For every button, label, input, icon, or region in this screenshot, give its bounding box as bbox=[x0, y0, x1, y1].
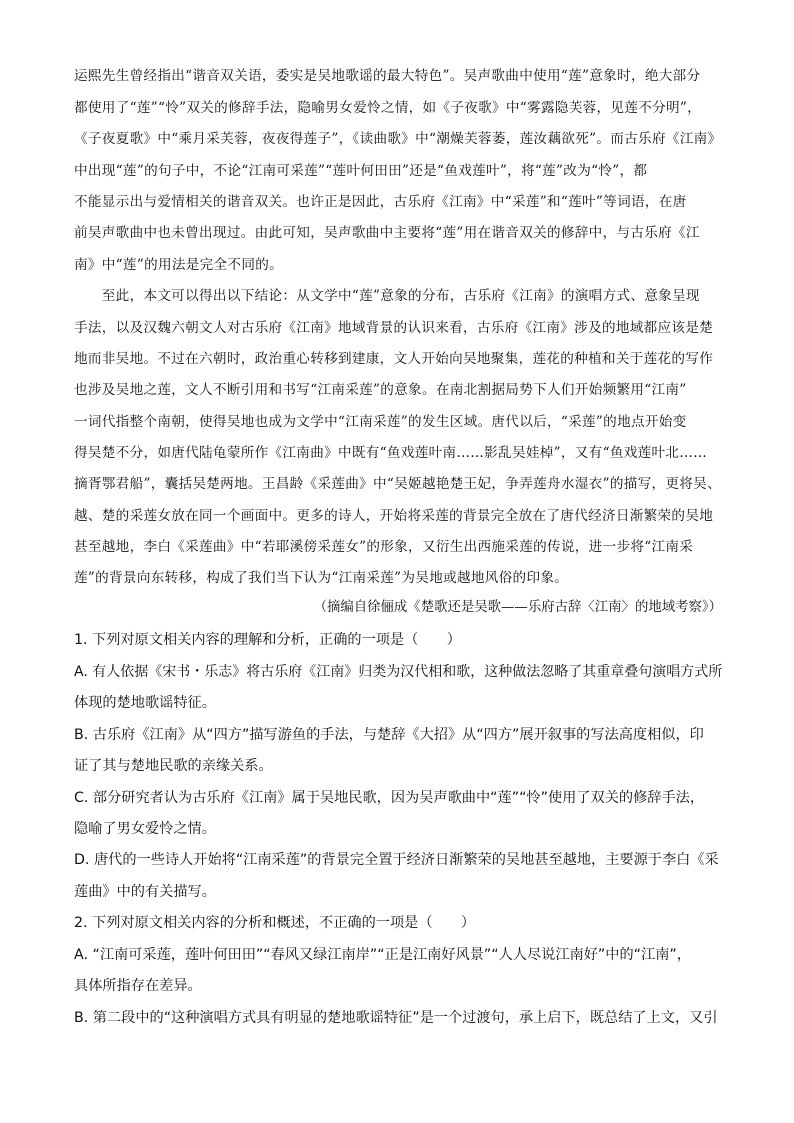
passage-line: 南》中“莲”的用法是完全不同的。 bbox=[74, 257, 284, 273]
passage-line: 至此，本文可以得出以下结论：从文学中“莲”意象的分布，古乐府《江南》的演唱方式、意象呈现 bbox=[74, 288, 700, 304]
passage-line: 前吴声歌曲中也未曾出现过。由此可知，吴声歌曲中主要将“莲”用在谐音双关的修辞中，与古乐府《江 bbox=[74, 225, 700, 241]
passage-line: 越、楚的采莲女放在同一个画面中。更多的诗人，开始将采莲的背景完全放在了唐代经济日渐繁荣的吴地 bbox=[74, 508, 714, 524]
question-1-option-b-cont: 证了其与楚地民歌的亲缘关系。 bbox=[74, 758, 273, 774]
passage-line: 手法，以及汉魏六朝文人对古乐府《江南》地域背景的认识来看，古乐府《江南》涉及的地域都应该是楚 bbox=[74, 320, 714, 336]
passage-line: 中出现“莲”的句子中，不论“江南可采莲”“莲叶何田田”还是“鱼戏莲叶”，将“莲”改为“怜”，都 bbox=[74, 163, 648, 179]
passage-line: 也涉及吴地之莲，文人不断引用和书写“江南采莲”的意象。在南北割据局势下人们开始频繁用“江南” bbox=[74, 382, 687, 398]
passage-line: 摘胥鄂君船”，囊括吴楚两地。王昌龄《采莲曲》中“吴姬越艳楚王妃，争弄莲舟水湿衣”的描写，更将吴、 bbox=[74, 476, 721, 492]
question-2-option-a-cont: 具体所指存在差异。 bbox=[74, 978, 202, 994]
question-2-stem: 2. 下列对原文相关内容的分析和概述，不正确的一项是（ ） bbox=[74, 915, 476, 931]
passage-source: （摘编自徐俪成《楚歌还是吴歌——乐府古辞〈江南〉的地域考察》） bbox=[313, 600, 722, 615]
question-1-option-c-cont: 隐喻了男女爱怜之情。 bbox=[74, 821, 216, 837]
passage-line: 得吴楚不分，如唐代陆龟蒙所作《江南曲》中既有“鱼戏莲叶南……影乱吴娃棹”，又有“鱼戏莲叶北…… bbox=[74, 445, 708, 461]
passage-line: 都使用了“莲”“怜”双关的修辞手法，隐喻男女爱怜之情，如《子夜歌》中“雾露隐芙蓉，见莲不分明”， bbox=[74, 100, 702, 116]
question-1-option-d-cont: 莲曲》中的有关描写。 bbox=[74, 884, 216, 900]
passage-line: 运熙先生曾经指出“谐音双关语，委实是吴地歌谣的最大特色”。吴声歌曲中使用“莲”意象时，绝大部分 bbox=[74, 68, 701, 84]
passage-line: 地而非吴地。不过在六朝时，政治重心转移到建康，文人开始向吴地聚集，莲花的种植和关于莲花的写作 bbox=[74, 351, 714, 367]
question-1-option-c: C. 部分研究者认为古乐府《江南》属于吴地民歌，因为吴声歌曲中“莲”“怜”使用了双关的修辞手法， bbox=[74, 790, 705, 806]
question-1-option-a-cont: 体现的楚地歌谣特征。 bbox=[74, 695, 216, 711]
question-2-option-a: A. “江南可采莲，莲叶何田田”“春风又绿江南岸”“正是江南好风景”“人人尽说江南好”中的“江南”， bbox=[74, 947, 691, 963]
question-1-option-b: B. 古乐府《江南》从“四方”描写游鱼的手法，与楚辞《大招》从“四方”展开叙事的写法高度相似，印 bbox=[74, 727, 704, 743]
question-1-option-a: A. 有人依据《宋书・乐志》将古乐府《江南》归类为汉代相和歌，这种做法忽略了其重章叠句演唱方式所 bbox=[74, 664, 723, 680]
question-2-option-b: B. 第二段中的“这种演唱方式具有明显的楚地歌谣特征”是一个过渡句，承上启下，既总结了上文，又引 bbox=[74, 1010, 718, 1026]
passage-line: 《子夜夏歌》中“乘月采芙蓉，夜夜得莲子”，《读曲歌》中“潮燥芙蓉萎，莲汝藕欲死”。而古乐府《江南》 bbox=[74, 131, 722, 147]
passage-line: 不能显示出与爱情相关的谐音双关。也许正是因此，古乐府《江南》中“采莲”和“莲叶”等词语，在唐 bbox=[74, 194, 687, 210]
passage-line: 一词代指整个南朝，使得吴地也成为文学中“江南采莲”的发生区域。唐代以后，“采莲”的地点开始变 bbox=[74, 414, 687, 430]
question-1-option-d: D. 唐代的一些诗人开始将“江南采莲”的背景完全置于经济日渐繁荣的吴地甚至越地，主要源于李白《采 bbox=[74, 852, 719, 868]
question-1-stem: 1. 下列对原文相关内容的理解和分析，正确的一项是（ ） bbox=[74, 632, 461, 648]
passage-line: 莲”的背景向东转移，构成了我们当下认为“江南采莲”为吴地或越地风俗的印象。 bbox=[74, 570, 569, 586]
passage-line: 甚至越地，李白《采莲曲》中“若耶溪傍采莲女”的形象，又衍生出西施采莲的传说，进一步将“江南采 bbox=[74, 539, 694, 555]
